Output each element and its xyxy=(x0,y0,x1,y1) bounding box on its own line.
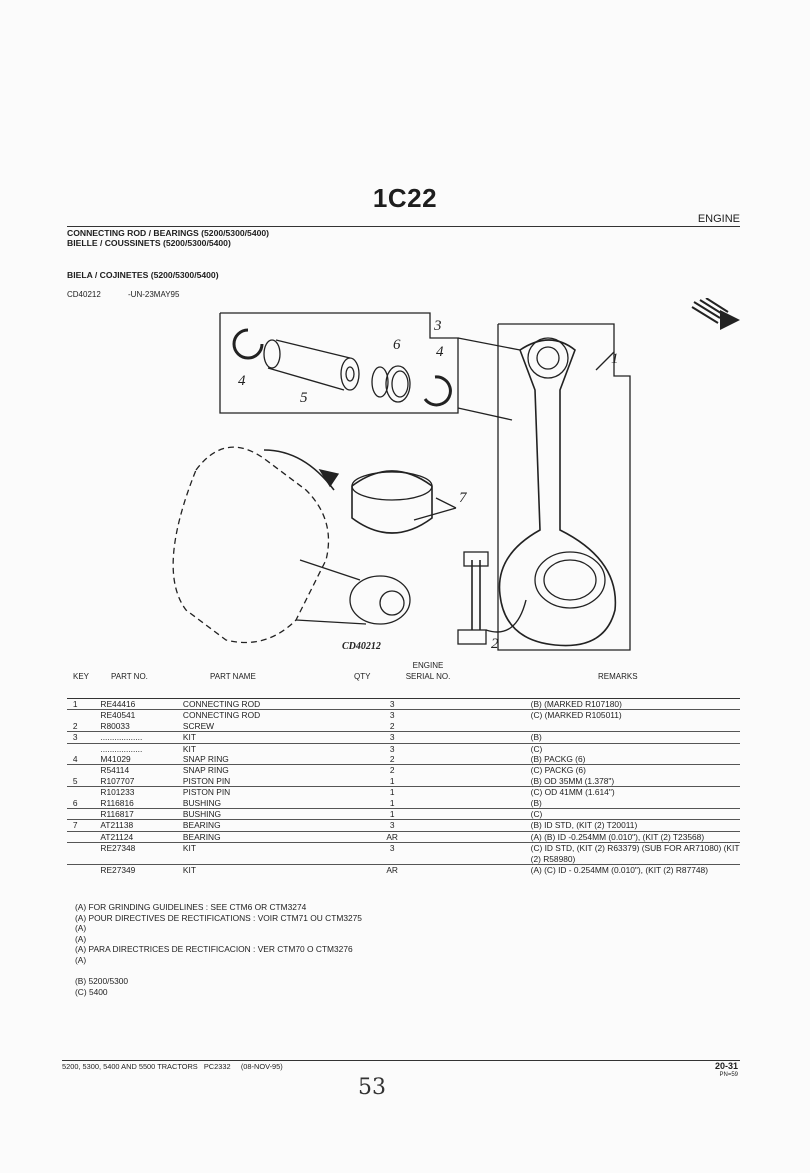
part-name-cell: KIT xyxy=(183,732,357,743)
key-cell: 7 xyxy=(67,820,83,831)
key-cell xyxy=(67,809,83,820)
series-note: (B) 5200/5300 xyxy=(75,976,129,986)
remarks-cell xyxy=(531,721,740,732)
serial-cell xyxy=(427,710,531,721)
title-spanish: BIELA / COJINETES (5200/5300/5400) xyxy=(67,270,219,280)
serial-cell xyxy=(427,865,531,876)
part-no-cell: R80033 xyxy=(83,721,183,732)
callout-4-right: 4 xyxy=(436,344,444,360)
column-part-no: PART NO. xyxy=(111,672,148,681)
key-cell: 5 xyxy=(67,776,83,787)
qty-cell: 3 xyxy=(357,699,427,710)
figure-caption: CD40212 xyxy=(342,641,381,652)
part-no-cell: RE44416 xyxy=(83,699,183,710)
exploded-diagram xyxy=(170,305,640,655)
serial-cell xyxy=(427,843,531,865)
column-serial-no: ENGINE SERIAL NO. xyxy=(405,661,451,681)
part-name-cell: PISTON PIN xyxy=(183,776,357,787)
table-row xyxy=(67,865,740,876)
key-cell xyxy=(67,710,83,721)
key-cell: 2 xyxy=(67,721,83,732)
remarks-cell: (B) OD 35MM (1.378") xyxy=(531,776,740,787)
remarks-cell: (B) xyxy=(531,732,740,743)
key-cell xyxy=(67,743,83,754)
part-no-cell: .................. xyxy=(83,732,183,743)
key-cell xyxy=(67,865,83,876)
remarks-cell: (C) PACKG (6) xyxy=(530,765,586,776)
remarks-cell: (A) (B) ID -0.254MM (0.010"), (KIT (2) T23568) xyxy=(531,831,740,842)
parts-table xyxy=(67,699,740,876)
part-no-cell: .................. xyxy=(100,743,143,754)
part-no-cell: R116817 xyxy=(83,809,183,820)
image-code: CD40212 xyxy=(67,290,101,299)
remarks-cell: (C) xyxy=(531,809,740,820)
handwritten-number: 53 xyxy=(358,1075,386,1100)
serial-cell xyxy=(427,831,531,842)
table-row xyxy=(67,798,740,809)
callout-7: 7 xyxy=(459,490,467,506)
table-row xyxy=(67,765,740,776)
key-cell xyxy=(67,831,83,842)
part-name-cell: BEARING xyxy=(183,831,357,842)
table-row xyxy=(67,754,740,765)
remarks-cell: (B) (MARKED R107180) xyxy=(531,699,740,710)
note: (A) xyxy=(75,954,87,965)
image-date: -UN-23MAY95 xyxy=(128,290,180,299)
qty-cell: 1 xyxy=(357,776,427,787)
qty-cell: AR xyxy=(386,865,398,876)
serial-cell xyxy=(427,820,531,831)
key-cell: 3 xyxy=(67,732,83,743)
part-no-cell: R107707 xyxy=(83,776,183,787)
qty-cell: 3 xyxy=(389,710,395,721)
column-part-name: PART NAME xyxy=(210,672,256,681)
part-no-cell: AT21138 xyxy=(83,820,183,831)
serial-cell xyxy=(427,732,531,743)
serial-cell xyxy=(427,721,531,732)
table-row xyxy=(67,721,740,732)
column-key: KEY xyxy=(73,672,90,681)
remarks-cell: (C) (MARKED R105011) xyxy=(530,710,622,721)
key-cell xyxy=(67,765,83,776)
title-french: BIELLE / COUSSINETS (5200/5300/5400) xyxy=(67,238,231,248)
serial-cell xyxy=(427,798,531,809)
callout-6: 6 xyxy=(393,337,401,353)
part-name-cell: BEARING xyxy=(183,820,357,831)
part-no-cell: M41029 xyxy=(83,754,183,765)
part-name-cell: BUSHING xyxy=(183,809,357,820)
callout-5: 5 xyxy=(300,390,308,406)
part-name-cell: PISTON PIN xyxy=(182,787,231,798)
table-row xyxy=(67,787,740,798)
column-remarks: REMARKS xyxy=(598,672,638,681)
serial-cell xyxy=(427,809,531,820)
table-row xyxy=(67,776,740,787)
serial-cell xyxy=(427,699,531,710)
part-no-cell: RE27349 xyxy=(100,865,136,876)
callout-2: 2 xyxy=(491,636,499,652)
qty-cell: 3 xyxy=(357,732,427,743)
serial-cell xyxy=(427,787,531,798)
part-name-cell: SNAP RING xyxy=(182,765,229,776)
table-row xyxy=(67,809,740,820)
qty-cell: 2 xyxy=(389,765,395,776)
qty-cell: 1 xyxy=(357,809,427,820)
table-row xyxy=(67,843,740,865)
qty-cell: 1 xyxy=(357,798,427,809)
header-rule xyxy=(67,226,740,227)
forward-arrow-icon xyxy=(690,298,742,330)
qty-cell: 3 xyxy=(357,843,427,865)
footnotes xyxy=(75,902,362,966)
series-note: (C) 5400 xyxy=(75,986,108,997)
part-name-cell: CONNECTING ROD xyxy=(182,710,261,721)
remarks-cell: (A) (C) ID - 0.254MM (0.010"), (KIT (2) R87748) xyxy=(530,865,708,876)
callout-3: 3 xyxy=(434,318,442,334)
table-row xyxy=(67,831,740,842)
part-no-cell: AT21124 xyxy=(83,831,183,842)
series-legend xyxy=(75,976,128,997)
remarks-cell: (B) PACKG (6) xyxy=(531,754,740,765)
part-no-cell: R101233 xyxy=(100,787,135,798)
note: (A) xyxy=(75,923,87,934)
section-label: ENGINE xyxy=(697,213,740,225)
footer-publication: 5200, 5300, 5400 AND 5500 TRACTORS PC2332 (08-NOV-95) xyxy=(62,1062,283,1071)
serial-cell xyxy=(427,776,531,787)
callout-4-left: 4 xyxy=(238,373,246,389)
qty-cell: 1 xyxy=(389,787,395,798)
remarks-cell: (C) OD 41MM (1.614") xyxy=(530,787,615,798)
qty-cell: 3 xyxy=(389,743,395,754)
part-name-cell: KIT xyxy=(182,743,196,754)
key-cell xyxy=(67,843,83,865)
qty-cell: 2 xyxy=(357,721,427,732)
part-no-cell: R116816 xyxy=(83,798,183,809)
note: (A) FOR GRINDING GUIDELINES : SEE CTM6 OR CTM3274 xyxy=(75,902,307,912)
serial-cell xyxy=(427,765,531,776)
pn-number: PN=59 xyxy=(719,1072,738,1078)
table-row xyxy=(67,820,740,831)
qty-cell: 3 xyxy=(357,820,427,831)
qty-cell: AR xyxy=(357,831,427,842)
remarks-cell: (C) ID STD, (KIT (2) R63379) (SUB FOR AR71080) (KIT (2) R58980) xyxy=(530,843,740,864)
table-row xyxy=(67,699,740,710)
key-cell: 1 xyxy=(67,699,83,710)
key-cell: 6 xyxy=(67,798,83,809)
column-qty: QTY xyxy=(354,672,371,681)
page-code: 1C22 xyxy=(372,183,438,213)
note: (A) xyxy=(75,933,87,944)
part-no-cell: R54114 xyxy=(100,765,130,776)
callout-1: 1 xyxy=(611,351,619,367)
note: (A) PARA DIRECTRICES DE RECTIFICACION : VER CTM70 O CTM3276 xyxy=(75,944,353,955)
part-name-cell: SNAP RING xyxy=(183,754,357,765)
qty-cell: 2 xyxy=(357,754,427,765)
part-name-cell: KIT xyxy=(182,865,196,876)
part-name-cell: BUSHING xyxy=(183,798,357,809)
key-cell xyxy=(67,787,83,798)
remarks-cell: (B) xyxy=(531,798,740,809)
footer-rule xyxy=(62,1060,740,1061)
remarks-cell: (B) ID STD, (KIT (2) T20011) xyxy=(531,820,740,831)
key-cell: 4 xyxy=(67,754,83,765)
part-name-cell: CONNECTING ROD xyxy=(183,699,357,710)
part-no-cell: RE40541 xyxy=(100,710,136,721)
serial-cell xyxy=(427,743,531,754)
part-no-cell: RE27348 xyxy=(83,843,183,865)
table-row xyxy=(67,710,740,721)
table-row xyxy=(67,732,740,743)
serial-cell xyxy=(427,754,531,765)
title-english: CONNECTING ROD / BEARINGS (5200/5300/5400) xyxy=(67,228,270,238)
part-name-cell: KIT xyxy=(183,843,357,865)
page-number: 20-31 xyxy=(714,1061,738,1071)
remarks-cell: (C) xyxy=(530,743,543,754)
part-name-cell: SCREW xyxy=(183,721,357,732)
table-row xyxy=(67,743,740,754)
note: (A) POUR DIRECTIVES DE RECTIFICATIONS : VOIR CTM71 OU CTM3275 xyxy=(75,912,362,923)
